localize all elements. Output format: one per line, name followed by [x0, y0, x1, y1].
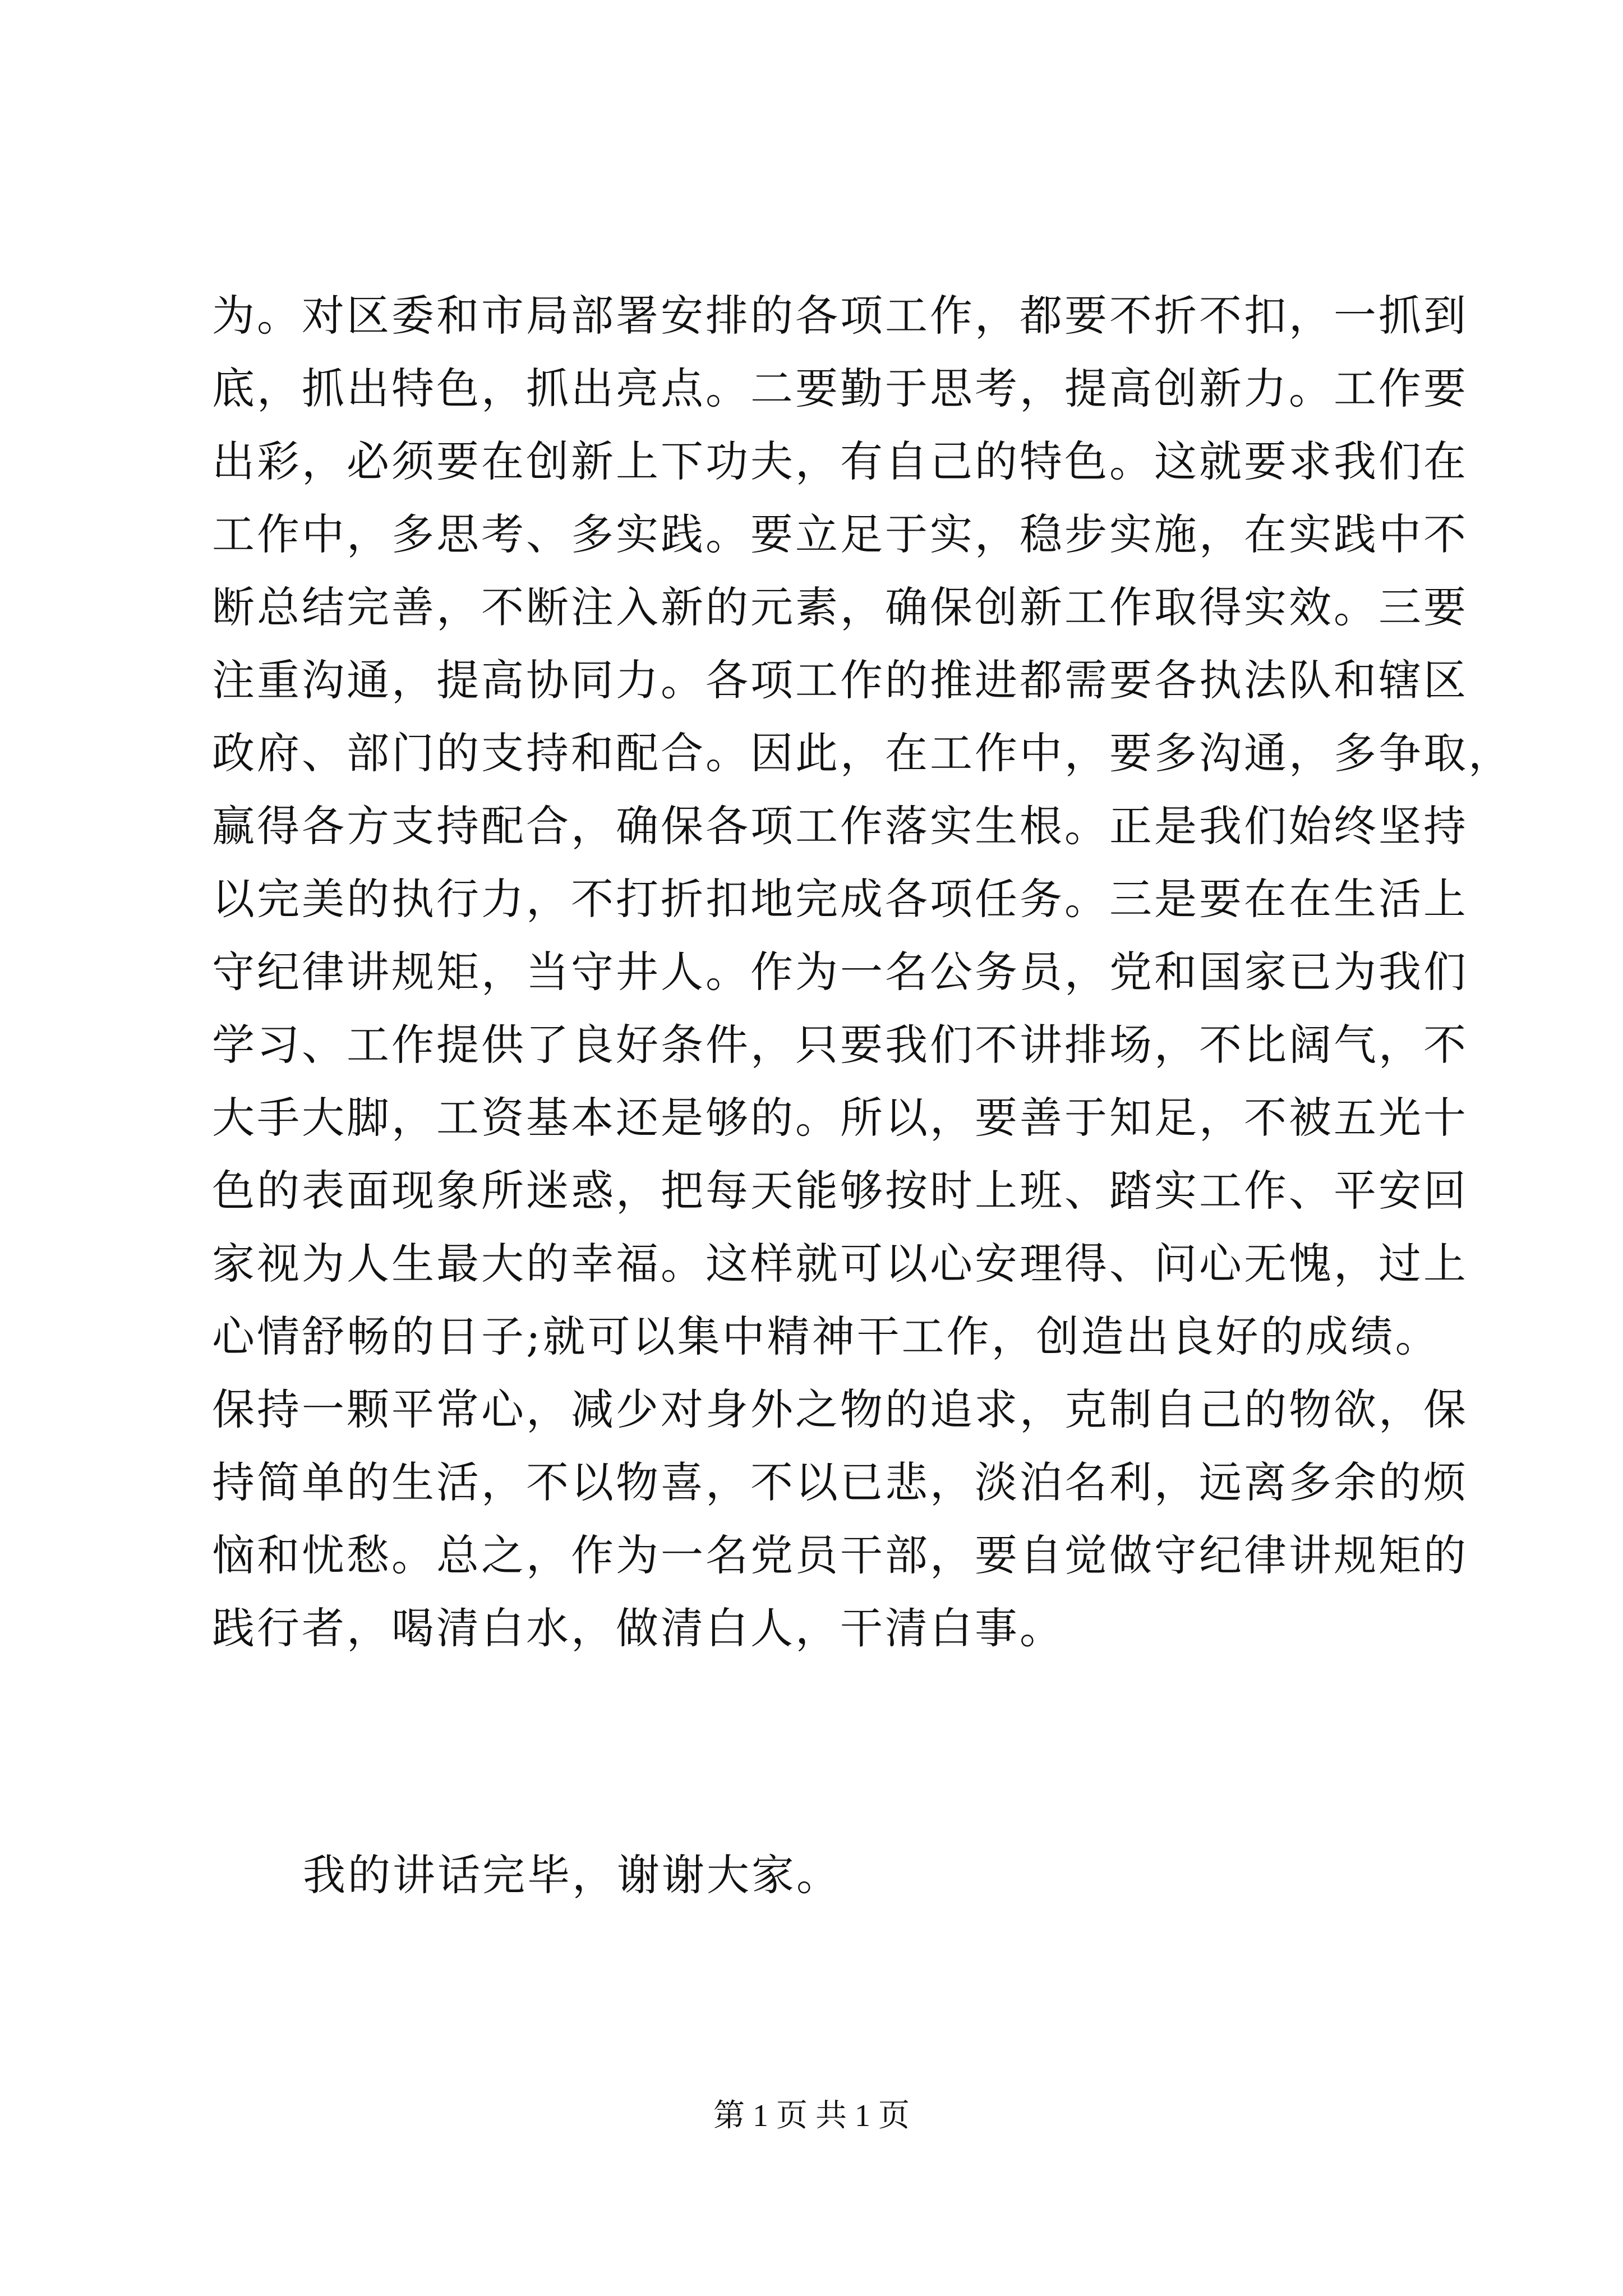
text-line: 学习、工作提供了良好条件，只要我们不讲排场，不比阔气，不 [212, 1020, 1468, 1070]
text-line: 家视为人生最大的幸福。这样就可以心安理得、问心无愧，过上 [212, 1239, 1468, 1289]
page-number-footer: 第 1 页 共 1 页 [713, 2099, 910, 2133]
text-line: 为。对区委和市局部署安排的各项工作，都要不折不扣，一抓到 [212, 291, 1468, 341]
text-line: 色的表面现象所迷惑，把每天能够按时上班、踏实工作、平安回 [212, 1166, 1468, 1216]
text-line: 保持一颗平常心，减少对身外之物的追求，克制自己的物欲，保 [212, 1384, 1468, 1434]
text-line: 出彩，必须要在创新上下功夫，有自己的特色。这就要求我们在 [212, 436, 1468, 486]
text-line: 践行者，喝清白水，做清白人，干清白事。 [212, 1603, 1064, 1653]
text-line: 底，抓出特色，抓出亮点。二要勤于思考，提高创新力。工作要 [212, 364, 1468, 413]
text-line: 以完美的执行力，不打折扣地完成各项任务。三是要在在生活上 [212, 874, 1468, 924]
text-line: 断总结完善，不断注入新的元素，确保创新工作取得实效。三要 [212, 582, 1468, 632]
text-line: 政府、部门的支持和配合。因此，在工作中，要多沟通，多争取， [212, 728, 1513, 778]
text-line: 大手大脚，工资基本还是够的。所以，要善于知足，不被五光十 [212, 1093, 1468, 1143]
text-line: 工作中，多思考、多实践。要立足于实，稳步实施，在实践中不 [212, 509, 1468, 559]
text-line: 心情舒畅的日子;就可以集中精神干工作，创造出良好的成绩。 [212, 1312, 1440, 1361]
body-paragraph [212, 279, 1513, 1665]
text-line: 恼和忧愁。总之，作为一名党员干部，要自觉做守纪律讲规矩的 [212, 1530, 1468, 1580]
text-line: 持简单的生活，不以物喜，不以已悲，淡泊名利，远离多余的烦 [212, 1457, 1468, 1507]
text-line: 赢得各方支持配合，确保各项工作落实生根。正是我们始终坚持 [212, 801, 1468, 851]
text-line: 守纪律讲规矩，当守井人。作为一名公务员，党和国家已为我们 [212, 947, 1468, 997]
text-line: 注重沟通，提高协同力。各项工作的推进都需要各执法队和辖区 [212, 655, 1468, 705]
closing-remark: 我的讲话完毕，谢谢大家。 [303, 1850, 841, 1900]
